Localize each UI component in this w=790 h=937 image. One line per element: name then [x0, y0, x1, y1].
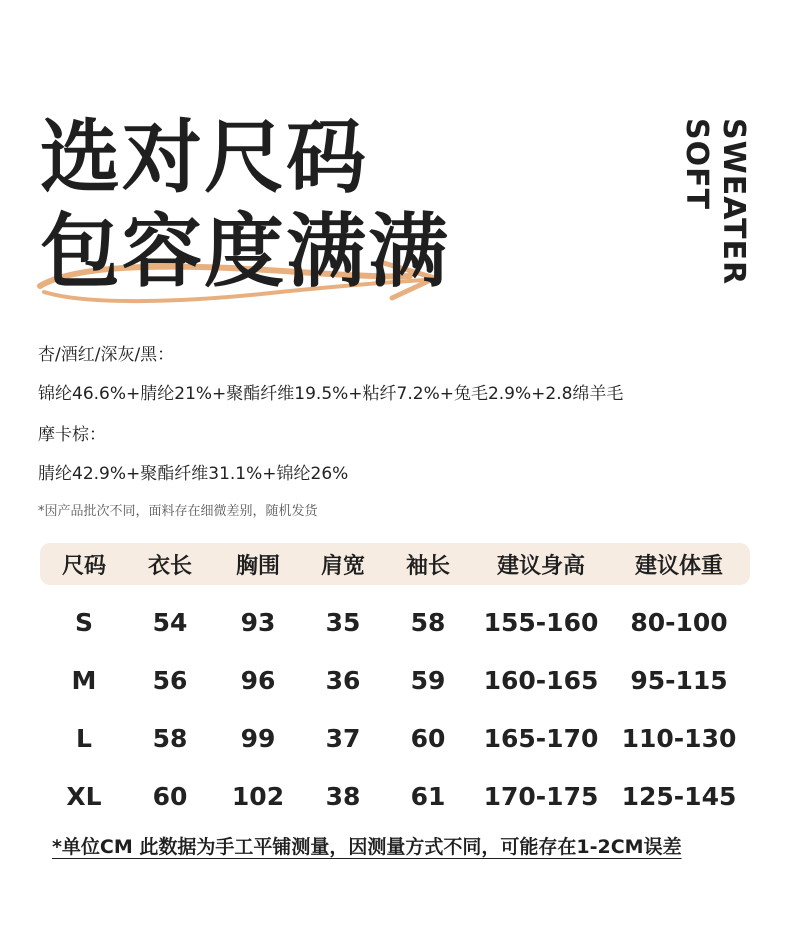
table-cell: 102 — [231, 781, 285, 811]
material-label-1: 杏/酒红/深灰/黑： — [38, 345, 175, 365]
table-cell: 93 — [240, 607, 276, 637]
table-cell: 35 — [325, 607, 361, 637]
headline-line-1: 选对尺码 — [40, 111, 368, 204]
size-table-header — [40, 543, 750, 585]
header-length: 衣长 — [147, 553, 192, 579]
table-cell: 54 — [152, 607, 188, 637]
table-row — [40, 767, 750, 825]
table-cell: 99 — [240, 723, 276, 753]
table-cell: L — [76, 723, 92, 753]
header-height: 建议身高 — [496, 553, 585, 579]
table-row — [40, 593, 750, 651]
header-shoulder: 肩宽 — [320, 553, 365, 579]
table-cell: 58 — [152, 723, 188, 753]
table-cell: 38 — [325, 781, 361, 811]
measurement-footnote: *单位CM 此数据为手工平铺测量，因测量方式不同，可能存在1-2CM误差 — [52, 836, 682, 858]
table-cell: 61 — [410, 781, 446, 811]
headline-line-2: 包容度满满 — [40, 205, 450, 298]
table-row — [40, 709, 750, 767]
material-composition-2: 腈纶42.9%+聚酯纤维31.1%+锦纶26% — [38, 464, 349, 484]
table-cell: XL — [66, 781, 102, 811]
table-cell: 36 — [325, 665, 361, 695]
table-cell: 58 — [410, 607, 446, 637]
table-cell: 125-145 — [621, 781, 737, 811]
size-table — [40, 543, 750, 825]
table-cell: 160-165 — [483, 665, 599, 695]
table-cell: M — [71, 665, 97, 695]
material-composition-1: 锦纶46.6%+腈纶21%+聚酯纤维19.5%+粘纤7.2%+兔毛2.9%+2.8绵羊毛 — [38, 384, 624, 404]
table-cell: 60 — [410, 723, 446, 753]
table-cell: 95-115 — [630, 665, 728, 695]
batch-note: *因产品批次不同，面料存在细微差别，随机发货 — [38, 504, 318, 519]
material-label-2: 摩卡棕： — [38, 425, 106, 445]
table-cell: 37 — [325, 723, 361, 753]
vertical-sweater-text: SWEATER — [716, 118, 751, 286]
table-cell: S — [74, 607, 93, 637]
table-cell: 155-160 — [483, 607, 599, 637]
table-row — [40, 651, 750, 709]
table-cell: 56 — [152, 665, 188, 695]
header-chest: 胸围 — [235, 553, 280, 579]
table-cell: 60 — [152, 781, 188, 811]
header-size: 尺码 — [61, 553, 106, 579]
table-cell: 165-170 — [483, 723, 599, 753]
header-weight: 建议体重 — [634, 553, 723, 579]
table-cell: 170-175 — [483, 781, 599, 811]
table-cell: 80-100 — [630, 607, 728, 637]
table-cell: 59 — [410, 665, 446, 695]
table-cell: 110-130 — [621, 723, 737, 753]
vertical-soft-text: SOFT — [679, 118, 714, 211]
table-cell: 96 — [240, 665, 276, 695]
header-sleeve: 袖长 — [405, 553, 450, 579]
